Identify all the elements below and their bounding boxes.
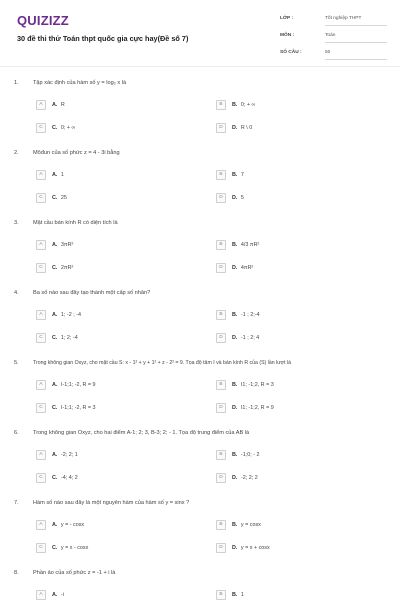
option-d[interactable] [216,543,386,555]
meta-label: SỐ CÂU : [280,50,302,55]
option-letter: D. [232,265,238,271]
option-letter: C. [52,195,58,201]
worksheet-header [0,0,400,64]
question-number: 5. [14,360,19,366]
option-text: 1 [60,172,64,178]
option-c[interactable] [36,263,206,275]
option-letter: D. [232,475,238,481]
option-box[interactable]: A [36,380,46,390]
option-letter: B. [232,592,238,598]
option-box[interactable]: B [216,310,226,320]
option-box[interactable]: A [36,590,46,600]
option-d[interactable] [216,473,386,485]
question-text: Trong không gian Oxyz, cho hai điểm A-1; 2; 3, B-3; 2; - 1. Tọa độ trung điểm của AB là [33,430,250,436]
question-7 [0,500,400,570]
meta-underline [325,25,387,26]
option-letter: D. [232,125,238,131]
option-letter: D. [232,405,238,411]
question-number: 3. [14,220,19,226]
option-letter: C. [52,545,58,551]
option-a[interactable] [36,310,206,322]
option-b[interactable] [216,590,386,600]
option-letter: A. [52,242,58,248]
option-text: R \ 0 [240,125,253,131]
meta-row-question-count [280,48,388,65]
option-text: R [60,102,65,108]
option-box[interactable]: B [216,240,226,250]
option-letter: A. [52,522,58,528]
option-d[interactable] [216,123,386,135]
option-c[interactable] [36,543,206,555]
meta-value: 50 [325,50,331,55]
question-number: 2. [14,150,19,156]
meta-label: LỚP : [280,16,294,21]
question-number: 8. [14,570,19,576]
option-box[interactable]: A [36,240,46,250]
option-letter: D. [232,545,238,551]
option-text: 0; + ∞ [240,102,256,108]
option-b[interactable] [216,380,386,392]
option-text: 3πR² [60,242,74,248]
question-text: Mặt cầu bán kính R có diện tích là [33,220,118,226]
option-text: 2πR² [60,265,74,271]
option-a[interactable] [36,380,206,392]
option-text: 4πR² [240,265,254,271]
option-letter: B. [232,312,238,318]
option-box[interactable]: D [216,473,226,483]
option-text: 1; -2 ; -4 [60,312,81,318]
question-number: 4. [14,290,19,296]
question-text: Hàm số nào sau đây là một nguyên hàm của hàm số y = sinx ? [33,500,190,506]
option-box[interactable]: B [216,380,226,390]
option-text: I-1;1; -2, R = 9 [60,382,96,388]
question-6 [0,430,400,500]
option-letter: B. [232,102,238,108]
option-text: -4; 4; 2 [60,475,78,481]
option-box[interactable]: C [36,403,46,413]
option-text: I1; -1;2, R = 9 [240,405,274,411]
option-letter: C. [52,335,58,341]
option-box[interactable]: C [36,263,46,273]
option-letter: B. [232,522,238,528]
option-box[interactable]: C [36,123,46,133]
question-text: Ba số nào sau đây tạo thành một cấp số nhân? [33,290,151,296]
option-c[interactable] [36,403,206,415]
meta-underline [325,59,387,60]
option-letter: C. [52,265,58,271]
option-box[interactable]: A [36,100,46,110]
option-c[interactable] [36,473,206,485]
question-5 [0,360,400,430]
meta-label: MÔN : [280,33,295,38]
worksheet-meta [280,14,388,65]
option-box[interactable]: B [216,450,226,460]
meta-value: Tốt nghiệp THPT [325,16,362,21]
option-c[interactable] [36,123,206,135]
option-letter: B. [232,172,238,178]
option-box[interactable]: D [216,403,226,413]
option-b[interactable] [216,520,386,532]
option-box[interactable]: A [36,520,46,530]
option-b[interactable] [216,240,386,252]
option-text: I-1;1; -2, R = 3 [60,405,96,411]
option-b[interactable] [216,100,386,112]
question-4 [0,290,400,360]
option-box[interactable]: A [36,450,46,460]
option-b[interactable] [216,450,386,462]
option-letter: B. [232,452,238,458]
option-box[interactable]: C [36,473,46,483]
option-box[interactable]: D [216,123,226,133]
option-letter: A. [52,452,58,458]
question-number: 1. [14,80,19,86]
option-text: -i [60,592,64,598]
option-a[interactable] [36,100,206,112]
option-c[interactable] [36,333,206,345]
option-text: 4/3 πR² [240,242,260,248]
option-letter: B. [232,382,238,388]
option-letter: C. [52,475,58,481]
option-text: -1 ; 2; 4 [240,335,260,341]
meta-row-subject [280,31,388,48]
option-box[interactable]: A [36,310,46,320]
option-box[interactable]: B [216,520,226,530]
option-box[interactable]: B [216,100,226,110]
option-text: -1;0; - 2 [240,452,260,458]
option-letter: D. [232,195,238,201]
option-d[interactable] [216,403,386,415]
option-a[interactable] [36,450,206,462]
option-d[interactable] [216,263,386,275]
option-text: 25 [60,195,67,201]
question-8 [0,570,400,600]
question-text: Môđun của số phức z = 4 - 3i bằng [33,150,120,156]
option-a[interactable] [36,520,206,532]
option-letter: A. [52,382,58,388]
option-d[interactable] [216,193,386,205]
option-text: y = x + cosx [240,545,270,551]
question-2 [0,150,400,220]
meta-underline [325,42,387,43]
option-text: 0; + ∞ [60,125,76,131]
option-text: y = - cosx [60,522,85,528]
option-text: y = cosx [240,522,261,528]
header-divider [0,66,400,67]
option-letter: A. [52,592,58,598]
option-box[interactable]: C [36,333,46,343]
question-text: Tập xác định của hàm số y = log₂ x là [33,80,127,86]
option-box[interactable]: B [216,170,226,180]
question-1 [0,80,400,150]
option-box[interactable]: D [216,333,226,343]
option-text: -2; 2; 1 [60,452,78,458]
option-letter: B. [232,242,238,248]
option-b[interactable] [216,170,386,182]
question-number: 7. [14,500,19,506]
question-3 [0,220,400,290]
option-letter: D. [232,335,238,341]
option-letter: C. [52,405,58,411]
meta-value: Toán [325,33,336,38]
option-letter: A. [52,102,58,108]
option-box[interactable]: C [36,193,46,203]
option-text: y = x - cosx [60,545,89,551]
option-letter: C. [52,125,58,131]
option-box[interactable]: D [216,543,226,553]
option-letter: A. [52,312,58,318]
option-box[interactable]: D [216,263,226,273]
option-box[interactable]: D [216,193,226,203]
page-title: 30 đề thi thử Toán thpt quốc gia cực hay(Đề số 7) [17,34,189,43]
question-text: Phần ảo của số phức z = -1 + i là [33,570,116,576]
option-box[interactable]: A [36,170,46,180]
option-text: I1; -1;2, R = 3 [240,382,274,388]
option-box[interactable]: C [36,543,46,553]
option-d[interactable] [216,333,386,345]
option-c[interactable] [36,193,206,205]
option-box[interactable]: B [216,590,226,600]
option-text: -2; 2; 2 [240,475,258,481]
meta-row-class [280,14,388,31]
option-a[interactable] [36,170,206,182]
option-text: 1; 2; -4 [60,335,78,341]
option-a[interactable] [36,590,206,600]
question-number: 6. [14,430,19,436]
option-text: 5 [240,195,244,201]
question-text: Trong không gian Oxyz, cho mặt cầu S: x - 1² + y + 1² + z - 2² = 9. Tọa độ tâm I và bán kính R của (S) lần lượt là [33,360,292,366]
option-text: 1 [240,592,244,598]
option-letter: A. [52,172,58,178]
option-b[interactable] [216,310,386,322]
option-text: -1 ; 2;-4 [240,312,260,318]
quizizz-logo: QUIZIZZ [17,13,69,28]
option-a[interactable] [36,240,206,252]
option-text: 7 [240,172,244,178]
